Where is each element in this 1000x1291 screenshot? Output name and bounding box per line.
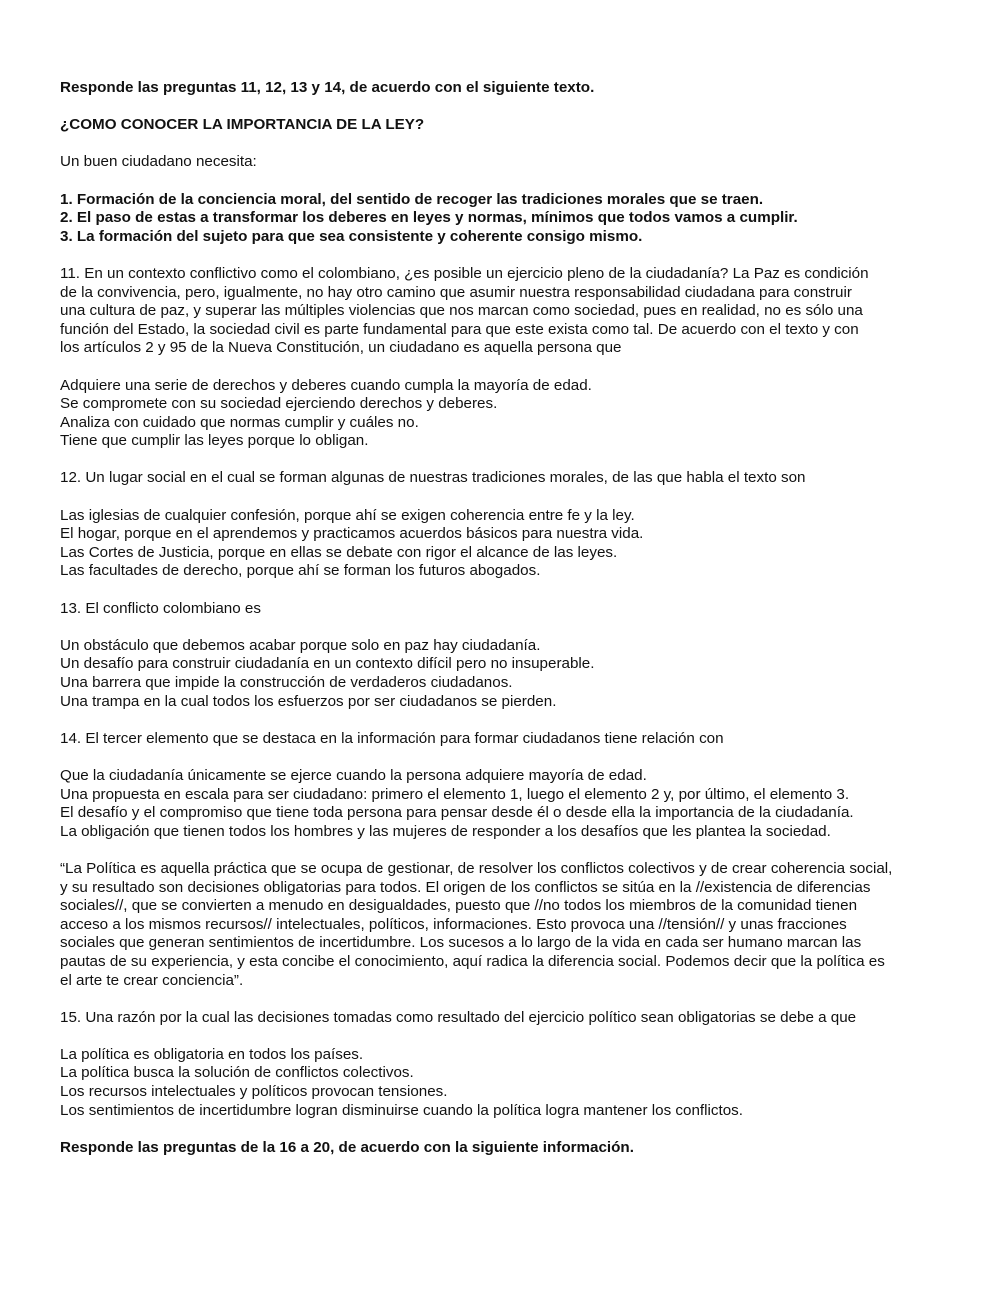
answer-option[interactable]: Que la ciudadanía únicamente se ejerce cuando la persona adquiere mayoría de edad. [60,766,647,784]
question-text-line: de la convivencia, pero, igualmente, no hay otro camino que asumir nuestra responsabilidad ciudadana para construir [60,283,852,301]
answer-option[interactable]: Analiza con cuidado que normas cumplir y cuáles no. [60,413,419,431]
politics-quote [60,860,945,990]
question-text-line: 11. En un contexto conflictivo como el colombiano, ¿es posible un ejercicio pleno de la ciudadanía? La Paz es condición [60,264,869,282]
answer-option[interactable]: La obligación que tienen todos los hombres y las mujeres de responder a los desafíos que les plantea la sociedad. [60,822,831,840]
answer-option[interactable]: Una propuesta en escala para ser ciudadano: primero el elemento 1, luego el elemento 2 y, por último, el elemento 3. [60,785,850,803]
quote-line: el arte te crear conciencia”. [60,971,244,989]
answer-option[interactable]: Una barrera que impide la construcción de verdaderos ciudadanos. [60,674,513,691]
question-15: 15. Una razón por la cual las decisiones tomadas como resultado del ejercicio político sean obligatorias se debe a que [60,1008,857,1026]
intro-text: Un buen ciudadano necesita: [60,153,257,171]
answer-option[interactable]: El desafío y el compromiso que tiene toda persona para pensar desde él o desde ella la importancia de la ciudadanía. [60,804,854,822]
answer-option[interactable]: Los sentimientos de incertidumbre logran disminuirse cuando la política logra mantener los conflictos. [60,1101,743,1119]
answer-option[interactable]: El hogar, porque en el aprendemos y practicamos acuerdos básicos para nuestra vida. [60,525,644,543]
question-text-line: los artículos 2 y 95 de la Nueva Constitución, un ciudadano es aquella persona que [60,339,622,357]
answer-option[interactable]: La política busca la solución de conflictos colectivos. [60,1064,414,1082]
answer-option[interactable]: Los recursos intelectuales y políticos provocan tensiones. [60,1083,448,1101]
question-14-options [60,767,945,841]
quote-line: acceso a los mismos recursos// intelectuales, políticos, informaciones. Esto provoca una //tensión// y unas fracciones [60,915,847,933]
question-12-options [60,507,945,581]
quote-line: sociales//, que se convierten a menudo en desigualdades, puesto que //no todos los miembros de la comunidad tienen [60,897,858,915]
question-text-line: función del Estado, la sociedad civil es parte fundamental para que este exista como tal. De acuerdo con el texto y con [60,320,859,338]
answer-option[interactable]: Adquiere una serie de derechos y deberes cuando cumpla la mayoría de edad. [60,376,592,394]
worksheet-page [60,79,945,1157]
question-13-options [60,637,945,711]
quote-line: pautas de su experiencia, y esta concibe el conocimiento, aquí radica la diferencia social. Podemos decir que la política es [60,952,885,970]
question-11 [60,265,945,358]
requirement-item: 2. El paso de estas a transformar los deberes en leyes y normas, mínimos que todos vamos a cumplir. [60,209,798,227]
answer-option[interactable]: Se compromete con su sociedad ejerciendo derechos y deberes. [60,395,498,413]
question-14: 14. El tercer elemento que se destaca en la información para formar ciudadanos tiene relación con [60,729,724,747]
question-13: 13. El conflicto colombiano es [60,599,261,617]
answer-option[interactable]: Las Cortes de Justicia, porque en ellas se debate con rigor el alcance de las leyes. [60,543,618,561]
answer-option[interactable]: Las facultades de derecho, porque ahí se forman los futuros abogados. [60,562,541,580]
quote-line: sociales que generan sentimientos de incertidumbre. Los sucesos a lo largo de la vida en cada ser humano marcan las [60,934,862,952]
answer-option[interactable]: Una trampa en la cual todos los esfuerzos por ser ciudadanos se pierden. [60,692,557,710]
answer-option[interactable]: La política es obligatoria en todos los países. [60,1045,364,1063]
question-12: 12. Un lugar social en el cual se forman algunas de nuestras tradiciones morales, de las que habla el texto son [60,469,806,487]
answer-option[interactable]: Tiene que cumplir las leyes porque lo obligan. [60,432,369,450]
requirements-list [60,191,945,247]
quote-line: y su resultado son decisiones obligatorias para todos. El origen de los conflictos se sitúa en la //existencia de diferencias [60,878,871,896]
section-instruction: Responde las preguntas 11, 12, 13 y 14, de acuerdo con el siguiente texto. [60,79,595,96]
answer-option[interactable]: Un obstáculo que debemos acabar porque solo en paz hay ciudadanía. [60,636,541,654]
requirement-item: 1. Formación de la conciencia moral, del sentido de recoger las tradiciones morales que se traen. [60,190,764,208]
quote-line: “La Política es aquella práctica que se ocupa de gestionar, de resolver los conflictos colectivos y de crear coherencia social, [60,859,893,877]
question-11-options [60,377,945,451]
requirement-item: 3. La formación del sujeto para que sea consistente y coherente consigo mismo. [60,227,643,245]
question-15-options [60,1046,945,1120]
section-instruction: Responde las preguntas de la 16 a 20, de acuerdo con la siguiente información. [60,1138,634,1156]
answer-option[interactable]: Un desafío para construir ciudadanía en un contexto difícil pero no insuperable. [60,655,595,673]
question-text-line: una cultura de paz, y superar las múltiples violencias que nos marcan como sociedad, pues en realidad, no es sólo una [60,302,863,320]
worksheet-title: ¿COMO CONOCER LA IMPORTANCIA DE LA LEY? [60,116,425,134]
answer-option[interactable]: Las iglesias de cualquier confesión, porque ahí se exigen coherencia entre fe y la ley. [60,506,635,524]
